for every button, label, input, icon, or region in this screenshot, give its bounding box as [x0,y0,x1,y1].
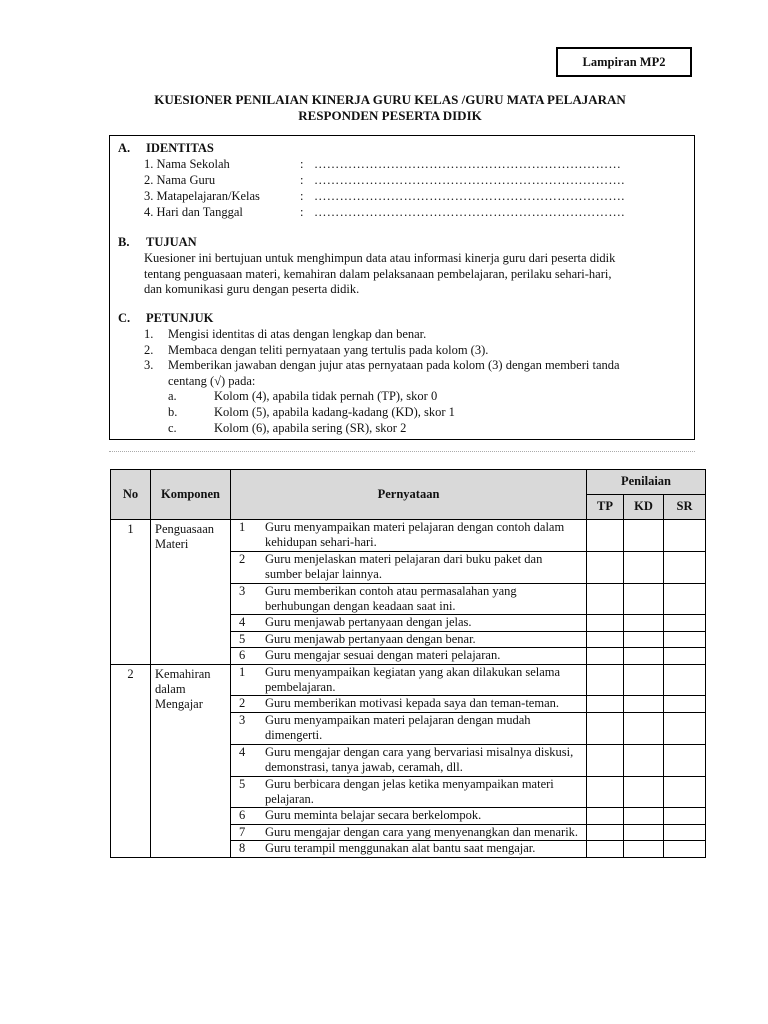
checkbox-cell-sr[interactable] [664,744,706,776]
checkbox-cell-kd[interactable] [624,712,664,744]
statement-number: 6 [239,648,246,663]
checkbox-cell-kd[interactable] [624,841,664,857]
checkbox-cell-tp[interactable] [587,648,624,664]
statement-text: Guru menyampaikan kegiatan yang akan dilakukan selama pembelajaran. [265,664,561,695]
checkbox-cell-kd[interactable] [624,808,664,824]
statement-number: 1 [239,520,246,534]
checkbox-cell-kd[interactable] [624,648,664,664]
statement-cell [231,583,587,615]
title-line-2: RESPONDEN PESERTA DIDIK [298,108,482,123]
statement-text: Guru meminta belajar secara berkelompok. [265,808,482,823]
statement-text: Guru terampil menggunakan alat bantu saat mengajar. [265,841,536,856]
statement-cell [231,648,587,664]
statement-number: 5 [239,776,246,791]
checkbox-cell-kd[interactable] [624,615,664,631]
statement-text: Guru berbicara dengan jelas ketika menyampaikan materi pelajaran. [265,776,554,806]
statement-number: 5 [239,631,246,646]
checkbox-cell-sr[interactable] [664,776,706,808]
checkbox-cell-tp[interactable] [587,841,624,857]
checkbox-cell-sr[interactable] [664,551,706,583]
checkbox-cell-kd[interactable] [624,631,664,647]
header-komponen: Komponen [151,470,231,520]
statement-cell [231,520,587,552]
title-line-1: KUESIONER PENILAIAN KINERJA GURU KELAS /GURU MATA PELAJARAN [154,92,626,107]
checkbox-cell-tp[interactable] [587,776,624,808]
statement-number: 4 [239,744,246,759]
checkbox-cell-tp[interactable] [587,615,624,631]
checkbox-cell-sr[interactable] [664,808,706,824]
component-name: Penguasaan Materi [151,520,231,665]
checkbox-cell-tp[interactable] [587,696,624,712]
checkbox-cell-tp[interactable] [587,744,624,776]
checkbox-cell-tp[interactable] [587,808,624,824]
statement-cell [231,615,587,631]
instructions-box: A. IDENTITAS 1. Nama Sekolah : ……………………………………………………………… 2. Nama Guru : ………………………………………………………………. 3. Matapelajaran/Kelas : ………………………………………………………………. 4. Hari dan Tanggal : ………………………………………………………………. B. TUJUAN Kuesioner ini bertujuan untuk menghimpun data atau informasi kinerja guru dari peserta didik tentang penguasaan materi, kemahiran dalam pelaksanaan pembelajaran, perilaku sehari-hari, dan komunikasi guru dengan peserta didik. C. PETUNJUK 1. Mengisi identitas di atas dengan lengkap dan benar. 2. Membaca dengan teliti pernyataan yang tertulis pada kolom (3). 3. Memberikan jawaban dengan jujur atas pernyataan pada kolom (3) dengan memberi tanda centang (√) pada: a. Kolom (4), apabila tidak pernah (TP), skor 0 b. Kolom (5), apabila kadang-kadang (KD), skor 1 c. Kolom (6), apabila sering (SR), skor 2 [109,135,695,440]
statement-number: 7 [239,824,246,839]
table-row [111,664,706,696]
statement-text: Guru memberikan contoh atau permasalahan yang berhubungan dengan keadaan saat ini. [265,583,517,614]
header-no: No [111,470,151,520]
document-title [0,92,768,124]
checkbox-cell-kd[interactable] [624,824,664,840]
statement-number: 2 [239,551,246,566]
checkbox-cell-sr[interactable] [664,648,706,664]
statement-text: Guru menjawab pertanyaan dengan benar. [265,631,476,646]
checkbox-cell-kd[interactable] [624,776,664,808]
statement-number: 3 [239,583,246,598]
header-pernyataan: Pernyataan [231,470,587,520]
checkbox-cell-tp[interactable] [587,520,624,552]
checkbox-cell-sr[interactable] [664,615,706,631]
statement-cell [231,631,587,647]
identitas-heading: A. IDENTITAS [118,141,214,155]
checkbox-cell-sr[interactable] [664,841,706,857]
checkbox-cell-kd[interactable] [624,520,664,552]
statement-number: 4 [239,615,246,630]
checkbox-cell-tp[interactable] [587,824,624,840]
appendix-label: Lampiran MP2 [556,47,692,77]
statement-text: Guru mengajar dengan cara yang bervariasi misalnya diskusi, demonstrasi, tanya jawab, ceramah, dll. [265,744,574,775]
statement-cell [231,696,587,712]
checkbox-cell-sr[interactable] [664,712,706,744]
row-number: 1 [111,520,151,665]
checkbox-cell-tp[interactable] [587,712,624,744]
component-name: Kemahiran dalam Mengajar [151,664,231,857]
checkbox-cell-kd[interactable] [624,583,664,615]
checkbox-cell-tp[interactable] [587,583,624,615]
statement-cell [231,776,587,808]
statement-number: 1 [239,664,246,679]
statement-text: Guru menyampaikan materi pelajaran dengan contoh dalam kehidupan sehari-hari. [265,520,565,550]
statement-number: 2 [239,696,246,711]
table-row [111,520,706,552]
statement-text: Guru menyampaikan materi pelajaran dengan mudah dimengerti. [265,712,531,743]
checkbox-cell-sr[interactable] [664,664,706,696]
statement-cell [231,841,587,857]
statement-cell [231,664,587,696]
statement-cell [231,808,587,824]
header-penilaian: Penilaian [587,470,706,495]
header-tp: TP [587,495,624,520]
statement-cell [231,744,587,776]
tujuan-text: Kuesioner ini bertujuan untuk menghimpun data atau informasi kinerja guru dari peserta didik tentang penguasaan materi, kemahiran dalam pelaksanaan pembelajaran, perilaku sehari-hari, dan komunikasi guru dengan peserta didik. [144,251,616,297]
checkbox-cell-sr[interactable] [664,631,706,647]
row-number: 2 [111,664,151,857]
statement-text: Guru mengajar dengan cara yang menyenangkan dan menarik. [265,824,579,839]
questionnaire-table [110,469,706,858]
checkbox-cell-kd[interactable] [624,551,664,583]
checkbox-cell-kd[interactable] [624,744,664,776]
checkbox-cell-tp[interactable] [587,664,624,696]
checkbox-cell-sr[interactable] [664,583,706,615]
checkbox-cell-kd[interactable] [624,664,664,696]
tujuan-heading: B. TUJUAN [118,235,197,249]
statement-text: Guru menjelaskan materi pelajaran dari buku paket dan sumber belajar lainnya. [265,551,543,582]
statement-text: Guru memberikan motivasi kepada saya dan teman-teman. [265,696,559,711]
checkbox-cell-tp[interactable] [587,551,624,583]
statement-number: 3 [239,712,246,727]
checkbox-cell-sr[interactable] [664,824,706,840]
checkbox-cell-kd[interactable] [624,696,664,712]
divider [109,451,695,452]
header-kd: KD [624,495,664,520]
statement-number: 6 [239,808,246,823]
checkbox-cell-sr[interactable] [664,696,706,712]
statement-cell [231,712,587,744]
statement-text: Guru menjawab pertanyaan dengan jelas. [265,615,472,630]
header-sr: SR [664,495,706,520]
statement-cell [231,824,587,840]
statement-cell [231,551,587,583]
checkbox-cell-sr[interactable] [664,520,706,552]
statement-text: Guru mengajar sesuai dengan materi pelajaran. [265,648,501,663]
checkbox-cell-tp[interactable] [587,631,624,647]
petunjuk-heading: C. PETUNJUK [118,311,214,325]
statement-number: 8 [239,841,246,856]
